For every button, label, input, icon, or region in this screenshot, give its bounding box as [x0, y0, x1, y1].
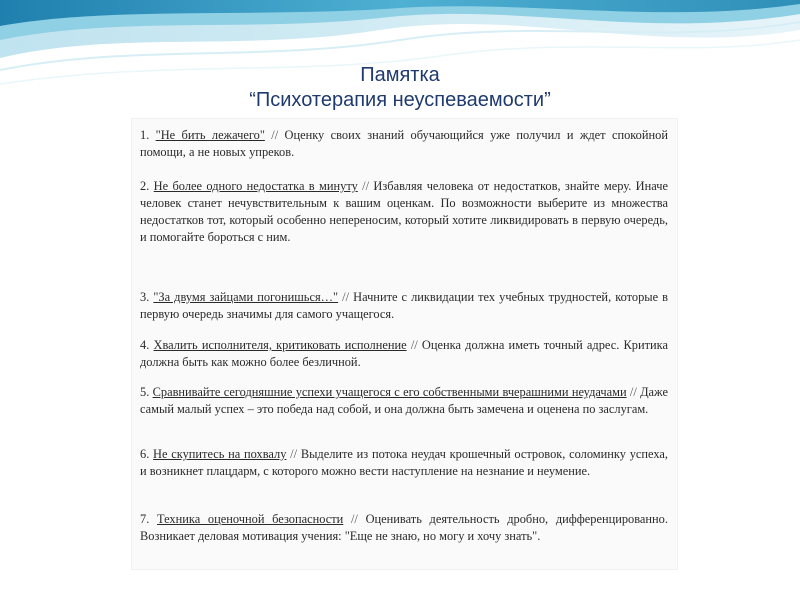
- item-heading: "Не бить лежачего": [155, 128, 265, 142]
- item-number: 2.: [140, 179, 150, 193]
- item-number: 3.: [140, 290, 150, 304]
- item-body: Оценка должна иметь точный адрес. Критика должна быть как можно более безличной.: [140, 338, 668, 369]
- memo-item-6: [140, 446, 668, 480]
- item-number: 4.: [140, 338, 150, 352]
- memo-item-2: [140, 178, 668, 246]
- item-separator: //: [629, 385, 637, 399]
- title-line-1: Памятка: [360, 64, 440, 86]
- item-heading: Не скупитесь на похвалу: [153, 447, 287, 461]
- item-body: Оценивать деятельность дробно, дифференцированно. Возникает деловая мотивация учения: "Еще не знаю, но могу и хочу знать".: [140, 512, 668, 543]
- memo-item-7: [140, 511, 668, 545]
- item-separator: //: [271, 128, 279, 142]
- item-separator: //: [362, 179, 370, 193]
- item-body: Выделите из потока неудач крошечный островок, соломинку успеха, и возникнет плацдарм, с которого можно вести наступление на незнание и неумение.: [140, 447, 668, 478]
- item-heading: Техника оценочной безопасности: [157, 512, 344, 526]
- memo-item-5: [140, 384, 668, 418]
- item-separator: //: [342, 290, 350, 304]
- item-heading: Сравнивайте сегодняшние успехи учащегося с его собственными вчерашними неудачами: [152, 385, 627, 399]
- slide-title: [0, 63, 800, 113]
- memo-item-1: [140, 127, 668, 161]
- item-number: 7.: [140, 512, 150, 526]
- item-heading: Не более одного недостатка в минуту: [153, 179, 358, 193]
- memo-item-4: [140, 337, 668, 371]
- item-separator: //: [410, 338, 418, 352]
- item-number: 6.: [140, 447, 150, 461]
- item-number: 5.: [140, 385, 150, 399]
- item-body: Даже самый малый успех – это победа над собой, и она должна быть замечена и оценена по заслугам.: [140, 385, 668, 416]
- item-heading: Хвалить исполнителя, критиковать исполнение: [153, 338, 407, 352]
- item-heading: "За двумя зайцами погонишься…": [153, 290, 339, 304]
- item-body: Избавляя человека от недостатков, знайте меру. Иначе человек станет нечувствительным к вашим оценкам. По возможности выберите из множества недостатков тот, который особенно непереносим, который хотите ликвидировать в первую очередь, и помогайте бороться с ним.: [140, 179, 668, 244]
- item-separator: //: [350, 512, 358, 526]
- item-number: 1.: [140, 128, 150, 142]
- item-body: Оценку своих знаний обучающийся уже получил и ждет спокойной помощи, а не новых упреков.: [140, 128, 668, 159]
- memo-item-3: [140, 289, 668, 323]
- title-line-2: “Психотерапия неуспеваемости”: [249, 89, 551, 111]
- item-body: Начните с ликвидации тех учебных трудностей, которые в первую очередь значимы для самого учащегося.: [140, 290, 669, 321]
- item-separator: //: [290, 447, 298, 461]
